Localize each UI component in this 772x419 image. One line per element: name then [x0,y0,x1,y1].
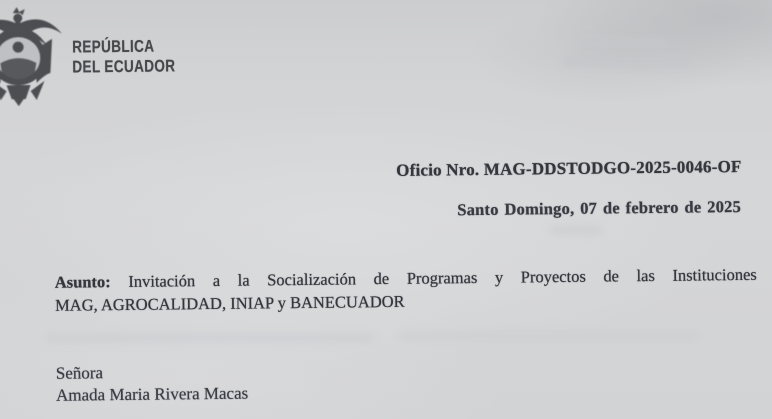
letterhead [72,36,175,77]
recipient-name: Amada Maria Rivera Macas [55,383,249,405]
letterhead-line1: REPÚBLICA [72,36,155,57]
recipient-salutation: Señora [55,363,104,383]
place-and-date: Santo Domingo, 07 de febrero de 2025 [457,196,742,220]
subject-paragraph [55,264,757,317]
recipient-block [56,361,249,406]
subject-text: Invitación a la Socialización de Programas y Proyectos de las Instituciones [128,264,757,291]
subject-label: Asunto: [54,272,111,292]
ecuador-coat-of-arms-icon [0,7,71,108]
letterhead-line2: DEL ECUADOR [72,56,176,77]
subject-line2: MAG, AGROCALIDAD, INIAP y BANECUADOR [54,291,405,315]
oficio-reference-number: Oficio Nro. MAG-DDSTODGO-2025-0046-OF [396,156,742,180]
